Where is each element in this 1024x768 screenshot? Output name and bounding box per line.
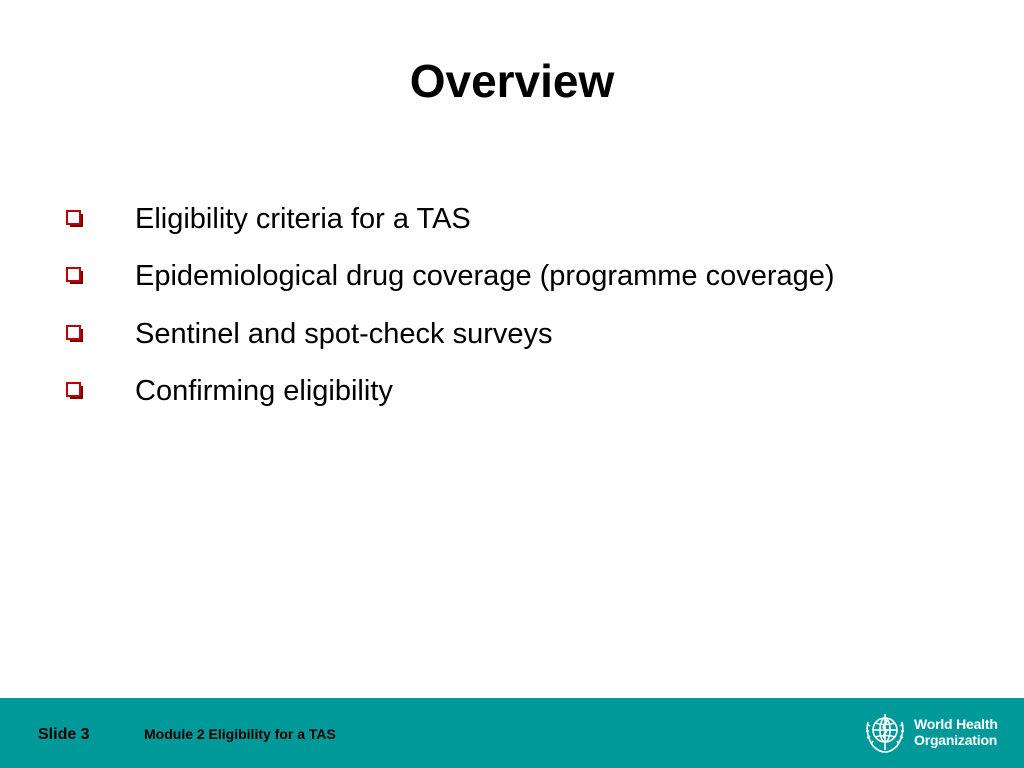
- checkbox-icon: [66, 267, 84, 285]
- slide-number: Slide 3: [38, 726, 90, 743]
- checkbox-icon: [66, 210, 84, 228]
- bullet-text: Confirming eligibility: [135, 375, 393, 408]
- who-emblem-icon: [861, 710, 909, 756]
- bullet-text: Epidemiological drug coverage (programme coverage): [135, 260, 835, 293]
- checkbox-icon: [66, 325, 84, 343]
- who-logo-line2: Organization: [914, 732, 998, 748]
- bullet-item: [66, 363, 835, 421]
- bullet-item: [66, 305, 835, 363]
- bullet-list: [66, 190, 835, 420]
- slide-title: Overview: [409, 55, 615, 107]
- footer-bar: [0, 698, 1024, 768]
- module-label: Module 2 Eligibility for a TAS: [144, 726, 336, 742]
- bullet-text: Eligibility criteria for a TAS: [135, 202, 471, 235]
- bullet-text: Sentinel and spot-check surveys: [135, 317, 553, 350]
- bullet-item: [66, 190, 835, 248]
- who-logo-text: [914, 716, 998, 748]
- who-logo: [861, 709, 1011, 757]
- bullet-item: [66, 248, 835, 306]
- checkbox-icon: [66, 382, 84, 400]
- who-logo-line1: World Health: [914, 716, 998, 732]
